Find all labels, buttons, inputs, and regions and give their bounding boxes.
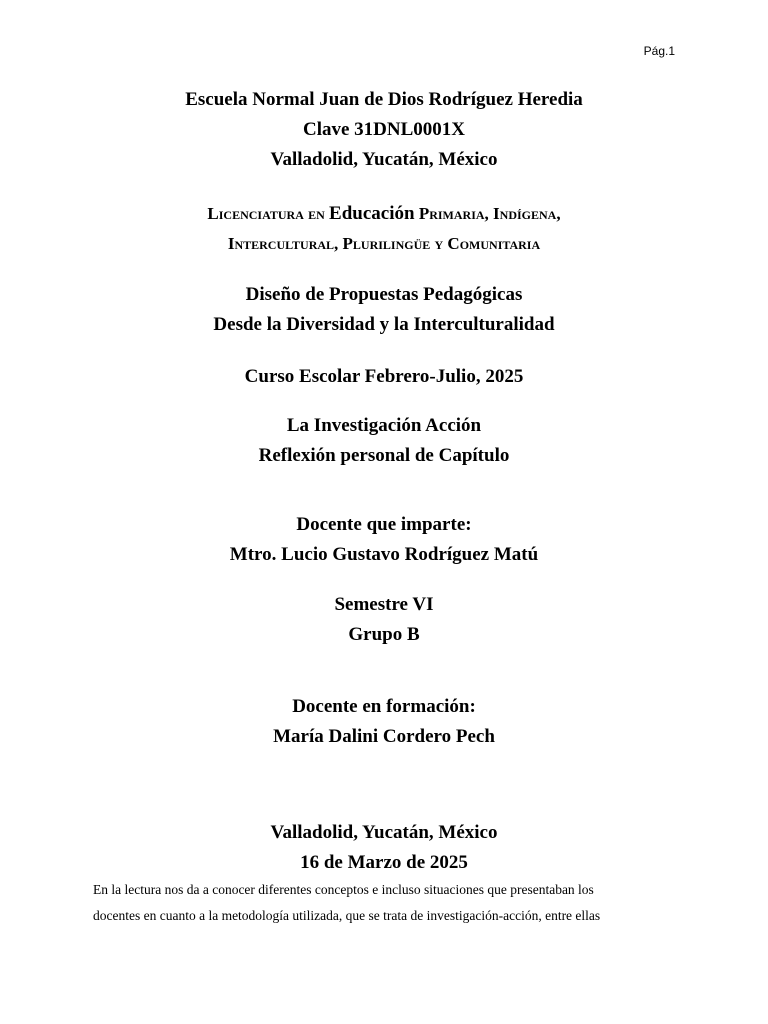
course-line-2: Desde la Diversidad y la Interculturalidad — [213, 314, 555, 335]
institution-name: Escuela Normal Juan de Dios Rodríguez Heredia — [185, 89, 583, 110]
footer-block — [0, 818, 768, 878]
institution-block — [0, 85, 768, 175]
work-subtitle: Reflexión personal de Capítulo — [258, 445, 510, 466]
teacher-label: Docente que imparte: — [296, 514, 472, 535]
body-line-2: docentes en cuanto a la metodología utilizada, que se trata de investigación-acción, entre ellas — [93, 908, 601, 923]
program-prefix: Licenciatura en — [207, 204, 325, 223]
program-block — [0, 199, 768, 259]
program-line-2: Intercultural, Plurilingüe y Comunitaria — [227, 234, 541, 253]
footer-location: Valladolid, Yucatán, México — [270, 822, 498, 843]
program-rest: Primaria, Indígena, — [418, 204, 561, 223]
semester-block — [0, 590, 768, 650]
course-block — [0, 280, 768, 340]
school-year: Curso Escolar Febrero-Julio, 2025 — [244, 366, 524, 387]
student-block — [0, 692, 768, 752]
footer-date: 16 de Marzo de 2025 — [300, 852, 468, 873]
institution-clave: Clave 31DNL0001X — [302, 119, 466, 140]
body-paragraph — [93, 877, 683, 929]
semester: Semestre VI — [334, 594, 434, 615]
work-block — [0, 411, 768, 471]
page-number: Pág.1 — [643, 44, 675, 58]
teacher-name: Mtro. Lucio Gustavo Rodríguez Matú — [229, 544, 539, 565]
student-label: Docente en formación: — [292, 696, 476, 717]
program-line-1 — [0, 199, 768, 229]
teacher-block — [0, 510, 768, 570]
institution-location: Valladolid, Yucatán, México — [270, 149, 498, 170]
student-name: María Dalini Cordero Pech — [273, 726, 495, 747]
work-title: La Investigación Acción — [286, 415, 482, 436]
body-line-1: En la lectura nos da a conocer diferentes conceptos e incluso situaciones que presentaban los — [93, 882, 594, 897]
program-emph: Educación — [329, 203, 415, 224]
group: Grupo B — [348, 624, 420, 645]
course-line-1: Diseño de Propuestas Pedagógicas — [245, 284, 523, 305]
